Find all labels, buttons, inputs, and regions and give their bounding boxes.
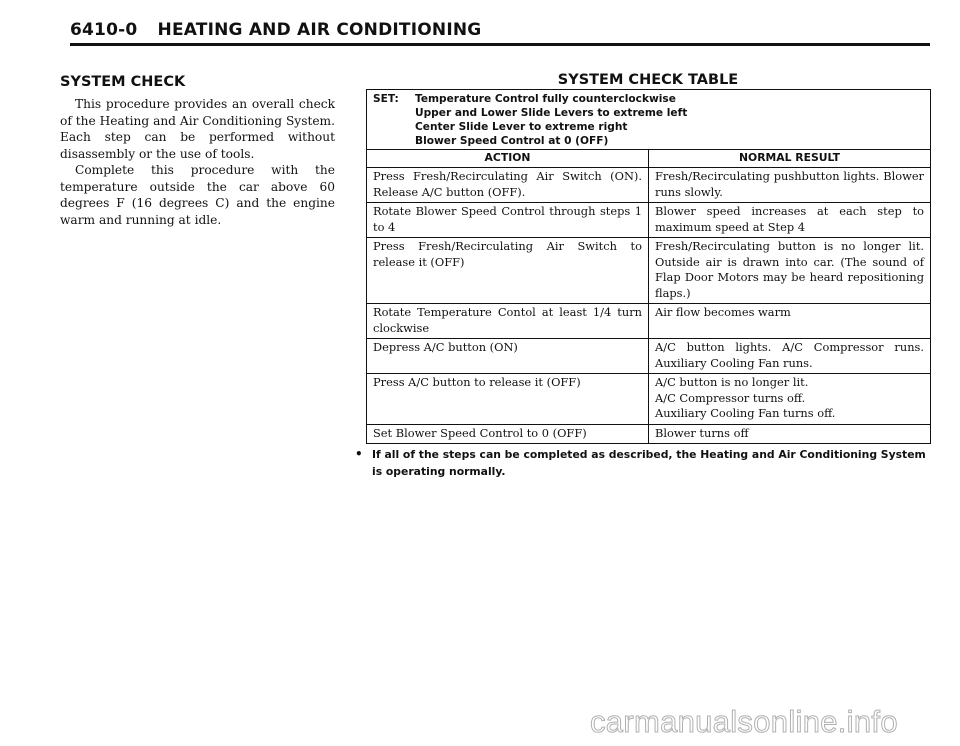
normal-result-header: NORMAL RESULT (649, 150, 931, 168)
result-cell (649, 238, 931, 304)
result-text: A/C button is no longer lit. (655, 375, 809, 389)
result-text: Blower speed increases at each step to maximum speed at Step 4 (655, 204, 928, 234)
action-text: Depress A/C button (ON) (373, 340, 518, 354)
result-text: Air flow becomes warm (655, 305, 791, 319)
system-check-table (366, 89, 931, 444)
result-cell (649, 424, 931, 444)
result-cell (649, 339, 931, 374)
action-text: Press A/C button to release it (OFF) (373, 375, 581, 389)
section-number: 6410-0 (70, 20, 138, 40)
watermark: carmanualsonline.info (590, 704, 898, 739)
header-row (367, 150, 931, 168)
set-line: Blower Speed Control at 0 (OFF) (415, 135, 609, 147)
intro-paragraph-1: This procedure provides an overall check of the Heating and Air Conditioning System. Each step can be performed without disassembly or the use of tools. (60, 97, 335, 161)
action-cell (367, 339, 649, 374)
action-text: Press Fresh/Recirculating Air Switch (ON). Release A/C button (OFF). (373, 169, 646, 199)
result-text: Fresh/Recirculating button is no longer lit. Outside air is drawn into car. (The sound of Flap Door Motors may be heard repositioning flaps.) (655, 239, 928, 300)
table-row (367, 203, 931, 238)
result-cell (649, 168, 931, 203)
system-check-title: SYSTEM CHECK (60, 74, 186, 90)
result-text: Blower turns off (655, 425, 749, 440)
result-text: A/C button lights. A/C Compressor runs. Auxiliary Cooling Fan runs. (655, 340, 928, 370)
action-cell (367, 304, 649, 339)
set-line: Upper and Lower Slide Levers to extreme left (415, 107, 688, 119)
header-text (70, 20, 930, 40)
set-cell (367, 90, 931, 150)
table-body (367, 168, 931, 444)
result-cell (649, 203, 931, 238)
result-text: Fresh/Recirculating pushbutton lights. Blower runs slowly. (655, 169, 928, 199)
action-cell (367, 168, 649, 203)
action-cell (367, 238, 649, 304)
table-row (367, 339, 931, 374)
action-text: Rotate Temperature Contol at least 1/4 turn clockwise (373, 305, 646, 335)
table-row (367, 304, 931, 339)
set-conditions (415, 92, 687, 148)
set-label: SET: (373, 93, 399, 105)
result-text: A/C Compressor turns off. (655, 390, 806, 405)
table-row (367, 168, 931, 203)
set-line: Temperature Control fully counterclockwise (415, 93, 676, 105)
section-title: HEATING AND AIR CONDITIONING (157, 20, 482, 40)
system-check-intro (60, 74, 335, 228)
set-row (367, 90, 931, 150)
table-row (367, 424, 931, 444)
action-cell (367, 374, 649, 425)
table-row (367, 374, 931, 425)
table-title: SYSTEM CHECK TABLE (557, 72, 739, 88)
footnote (355, 446, 935, 480)
action-text: Press Fresh/Recirculating Air Switch to release it (OFF) (373, 239, 646, 269)
bullet-icon: • (355, 447, 363, 461)
result-cell (649, 304, 931, 339)
intro-paragraph-2: Complete this procedure with the temperature outside the car above 60 degrees F (16 degrees C) and the engine warm and running at idle. (60, 163, 335, 227)
table-row (367, 238, 931, 304)
footnote-text: If all of the steps can be completed as described, the Heating and Air Conditioning System is operating normally. (372, 448, 926, 478)
result-text: Auxiliary Cooling Fan turns off. (655, 406, 836, 420)
action-cell (367, 203, 649, 238)
action-cell (367, 424, 649, 444)
action-text: Rotate Blower Speed Control through steps 1 to 4 (373, 204, 646, 234)
action-text: Set Blower Speed Control to 0 (OFF) (373, 425, 587, 440)
action-header: ACTION (367, 150, 649, 168)
header-rule (70, 43, 930, 46)
page-header (70, 20, 930, 46)
set-line: Center Slide Lever to extreme right (415, 121, 628, 133)
result-cell (649, 374, 931, 425)
